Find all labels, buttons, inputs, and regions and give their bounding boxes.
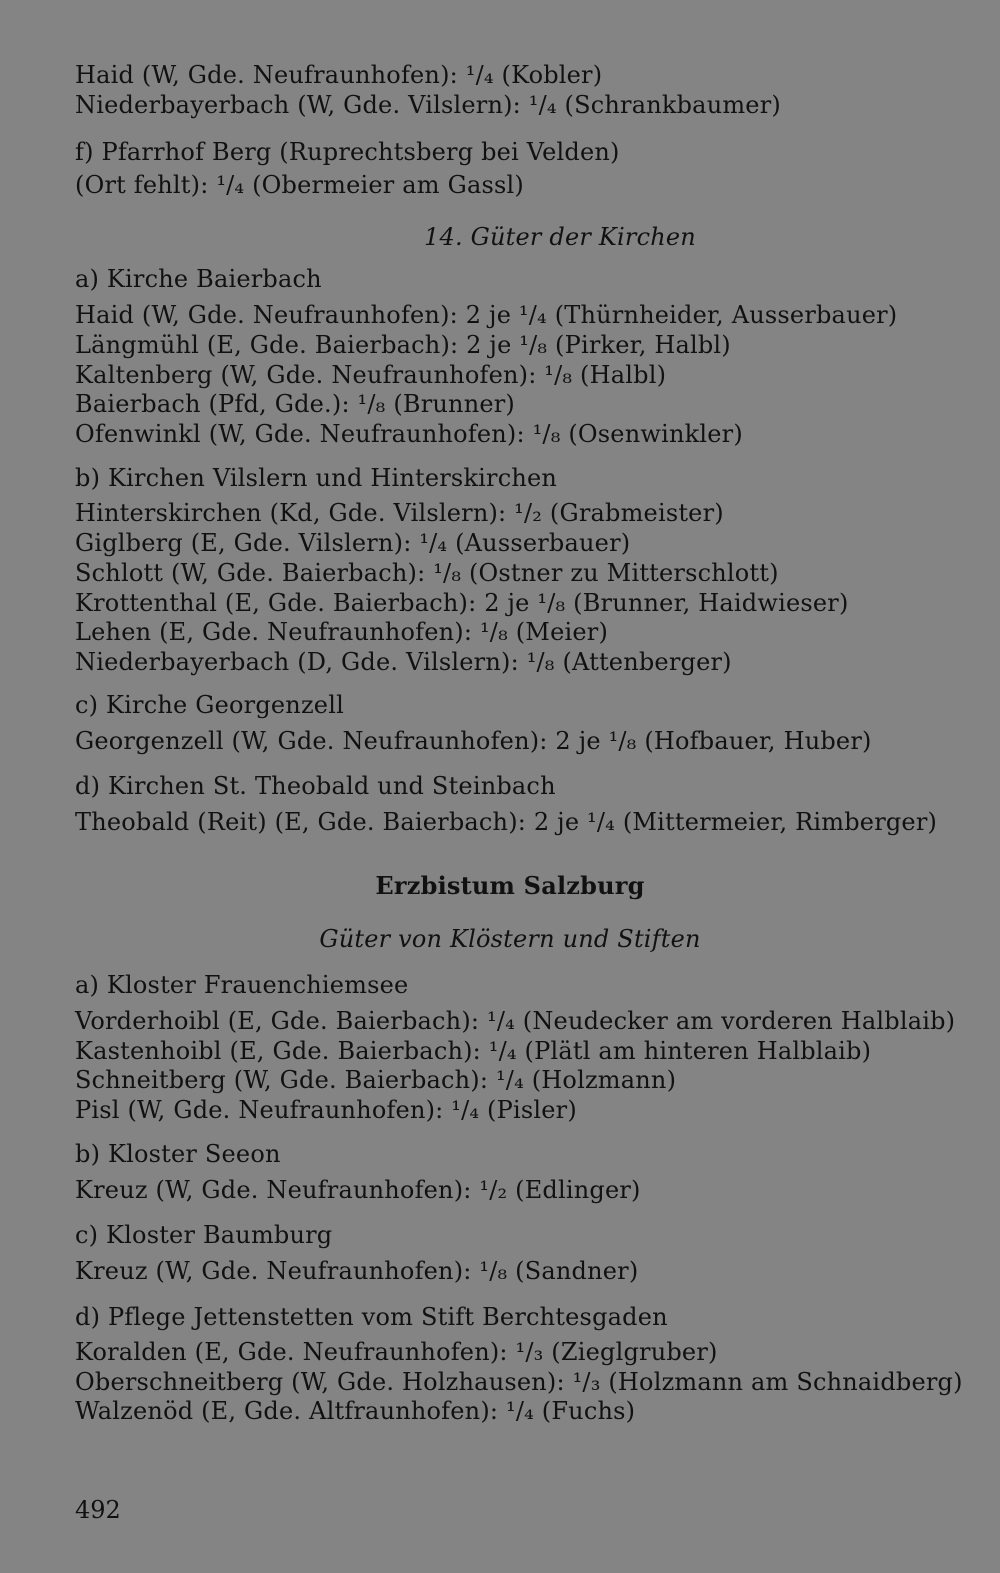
text-line: Baierbach (Pfd, Gde.): ¹/₈ (Brunner) (75, 390, 515, 418)
text-line: Georgenzell (W, Gde. Neufraunhofen): 2 je ¹/₈ (Hofbauer, Huber) (75, 727, 872, 755)
text-line: Längmühl (E, Gde. Baierbach): 2 je ¹/₈ (Pirker, Halbl) (75, 331, 731, 359)
text-line: Lehen (E, Gde. Neufraunhofen): ¹/₈ (Meier) (75, 618, 609, 646)
text-line: Hinterskirchen (Kd, Gde. Vilslern): ¹/₂ (Grabmeister) (75, 499, 724, 527)
diocese-heading: Erzbistum Salzburg (375, 871, 645, 900)
text-line: Walzenöd (E, Gde. Altfraunhofen): ¹/₄ (Fuchs) (75, 1397, 636, 1425)
text-line: Schneitberg (W, Gde. Baierbach): ¹/₄ (Holzmann) (75, 1066, 677, 1094)
section-heading: b) Kirchen Vilslern und Hinterskirchen (75, 464, 558, 492)
text-line: Kaltenberg (W, Gde. Neufraunhofen): ¹/₈ (Halbl) (75, 361, 667, 389)
page-number: 492 (75, 1496, 121, 1524)
section-heading: d) Pflege Jettenstetten vom Stift Berchtesgaden (75, 1303, 668, 1331)
text-line: Kreuz (W, Gde. Neufraunhofen): ¹/₈ (Sandner) (75, 1257, 639, 1285)
text-line: Haid (W, Gde. Neufraunhofen): 2 je ¹/₄ (Thürnheider, Ausserbauer) (75, 301, 898, 329)
section-heading: f) Pfarrhof Berg (Ruprechtsberg bei Velden) (75, 138, 620, 166)
text-line: Kastenhoibl (E, Gde. Baierbach): ¹/₄ (Plätl am hinteren Halblaib) (75, 1037, 872, 1065)
text-line: (Ort fehlt): ¹/₄ (Obermeier am Gassl) (75, 171, 524, 199)
text-line: Niederbayerbach (W, Gde. Vilslern): ¹/₄ (Schrankbaumer) (75, 91, 781, 119)
text-line: Schlott (W, Gde. Baierbach): ¹/₈ (Ostner zu Mitterschlott) (75, 559, 779, 587)
text-line: Niederbayerbach (D, Gde. Vilslern): ¹/₈ (Attenberger) (75, 648, 732, 676)
text-line: Vorderhoibl (E, Gde. Baierbach): ¹/₄ (Neudecker am vorderen Halblaib) (75, 1007, 956, 1035)
section-heading: d) Kirchen St. Theobald und Steinbach (75, 772, 556, 800)
section-heading: c) Kirche Georgenzell (75, 691, 344, 719)
text-line: Koralden (E, Gde. Neufraunhofen): ¹/₃ (Zieglgruber) (75, 1338, 718, 1366)
text-line: Giglberg (E, Gde. Vilslern): ¹/₄ (Ausserbauer) (75, 529, 631, 557)
section-heading: c) Kloster Baumburg (75, 1221, 333, 1249)
text-line: Pisl (W, Gde. Neufraunhofen): ¹/₄ (Pisler) (75, 1096, 577, 1124)
text-line: Haid (W, Gde. Neufraunhofen): ¹/₄ (Kobler) (75, 61, 603, 89)
subsection-heading: Güter von Klöstern und Stiften (319, 925, 701, 953)
chapter-heading: 14. Güter der Kirchen (424, 223, 696, 251)
section-heading: a) Kloster Frauenchiemsee (75, 971, 409, 999)
text-line: Kreuz (W, Gde. Neufraunhofen): ¹/₂ (Edlinger) (75, 1176, 641, 1204)
section-heading: a) Kirche Baierbach (75, 265, 322, 293)
text-line: Ofenwinkl (W, Gde. Neufraunhofen): ¹/₈ (Osenwinkler) (75, 420, 743, 448)
text-line: Oberschneitberg (W, Gde. Holzhausen): ¹/₃ (Holzmann am Schnaidberg) (75, 1368, 963, 1396)
text-line: Krottenthal (E, Gde. Baierbach): 2 je ¹/₈ (Brunner, Haidwieser) (75, 589, 849, 617)
section-heading: b) Kloster Seeon (75, 1140, 281, 1168)
text-line: Theobald (Reit) (E, Gde. Baierbach): 2 je ¹/₄ (Mittermeier, Rimberger) (75, 808, 938, 836)
